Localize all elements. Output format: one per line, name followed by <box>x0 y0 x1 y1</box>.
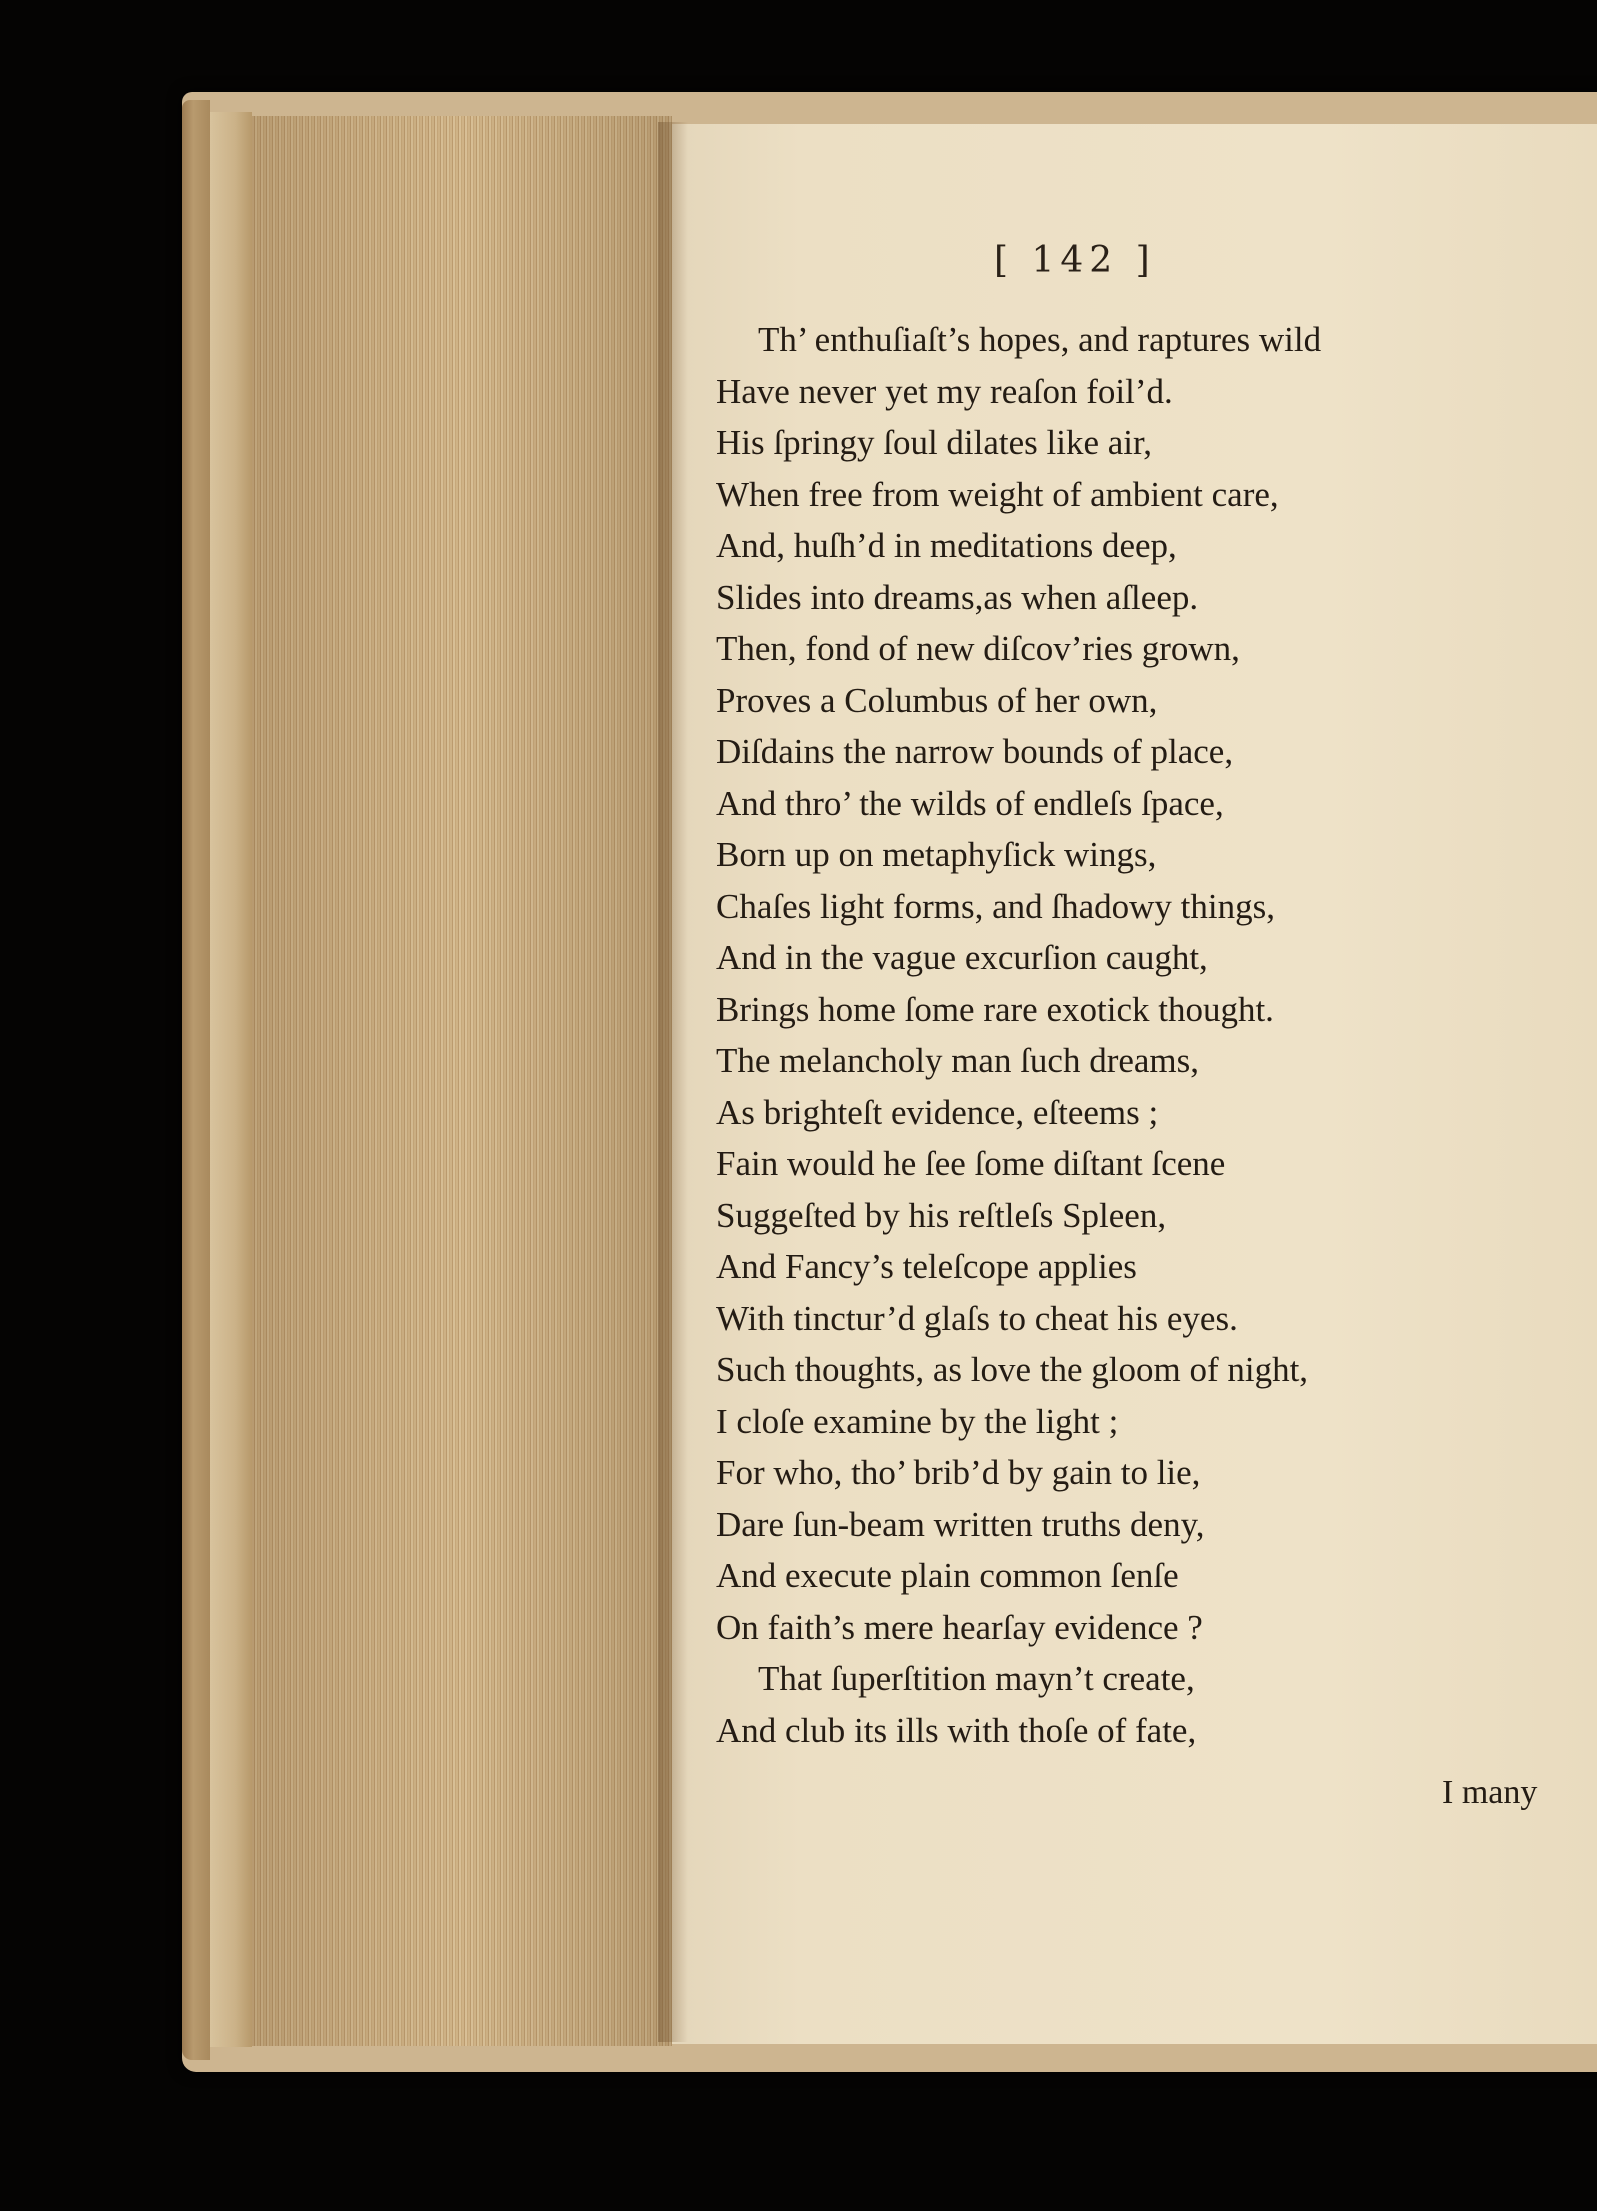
poem-line: Diſdains the narrow bounds of place, <box>716 732 1234 771</box>
poem-line: Such thoughts, as love the gloom of night, <box>716 1350 1309 1389</box>
poem-line: Slides into dreams,as when aſleep. <box>716 577 1199 617</box>
poem-line: Born up on metaphyſick wings, <box>716 835 1157 874</box>
poem-line: On faith’s mere hearſay evidence ? <box>716 1607 1203 1647</box>
poem-line: Then, fond of new diſcov’ries grown, <box>716 629 1240 668</box>
poem-line: For who, tho’ brib’d by gain to lie, <box>716 1453 1201 1492</box>
poem-text <box>716 314 1416 1756</box>
poem-line: Brings home ſome rare exotick thought. <box>716 989 1274 1029</box>
poem-line: With tinctur’d glaſs to cheat his eyes. <box>716 1298 1238 1338</box>
poem-line: His ſpringy ſoul dilates like air, <box>716 423 1153 462</box>
catchword: I many <box>1442 1774 1538 1811</box>
poem-line: When free from weight of ambient care, <box>716 474 1279 514</box>
page-block-edges <box>252 116 672 2046</box>
poem-line: I cloſe examine by the light ; <box>716 1401 1119 1441</box>
poem-line: The melancholy man ſuch dreams, <box>716 1041 1200 1080</box>
poem-line: Proves a Columbus of her own, <box>716 680 1158 720</box>
poem-line: And club its ills with thoſe of fate, <box>716 1710 1197 1750</box>
poem-line: Dare ſun-beam written truths deny, <box>716 1504 1205 1544</box>
poem-line: Fain would he ſee ſome diſtant ſcene <box>716 1144 1226 1183</box>
poem-line: Have never yet my reaſon foil’d. <box>716 371 1173 411</box>
book-cover-edge <box>182 100 210 2060</box>
poem-line: As brighteſt evidence, eſteems ; <box>716 1092 1159 1132</box>
poem-line: And thro’ the wilds of endleſs ſpace, <box>716 783 1224 823</box>
spine-shadow <box>658 122 688 2042</box>
poem-line: Th’ enthuſiaſt’s hopes, and raptures wild <box>758 320 1322 359</box>
poem-line: And Fancy’s teleſcope applies <box>716 1247 1137 1286</box>
poem-line: And, huſh’d in meditations deep, <box>716 526 1177 565</box>
poem-line: And execute plain common ſenſe <box>716 1556 1179 1595</box>
poem-line: Chaſes light forms, and ſhadowy things, <box>716 886 1275 926</box>
poem-line: And in the vague excurſion caught, <box>716 938 1208 977</box>
page-number: [ 142 ] <box>994 240 1156 281</box>
poem-line: Suggeſted by his reſtleſs Spleen, <box>716 1195 1167 1235</box>
book-cover-inner <box>210 112 252 2047</box>
poem-line: That ſuperſtition mayn’t create, <box>758 1659 1195 1698</box>
